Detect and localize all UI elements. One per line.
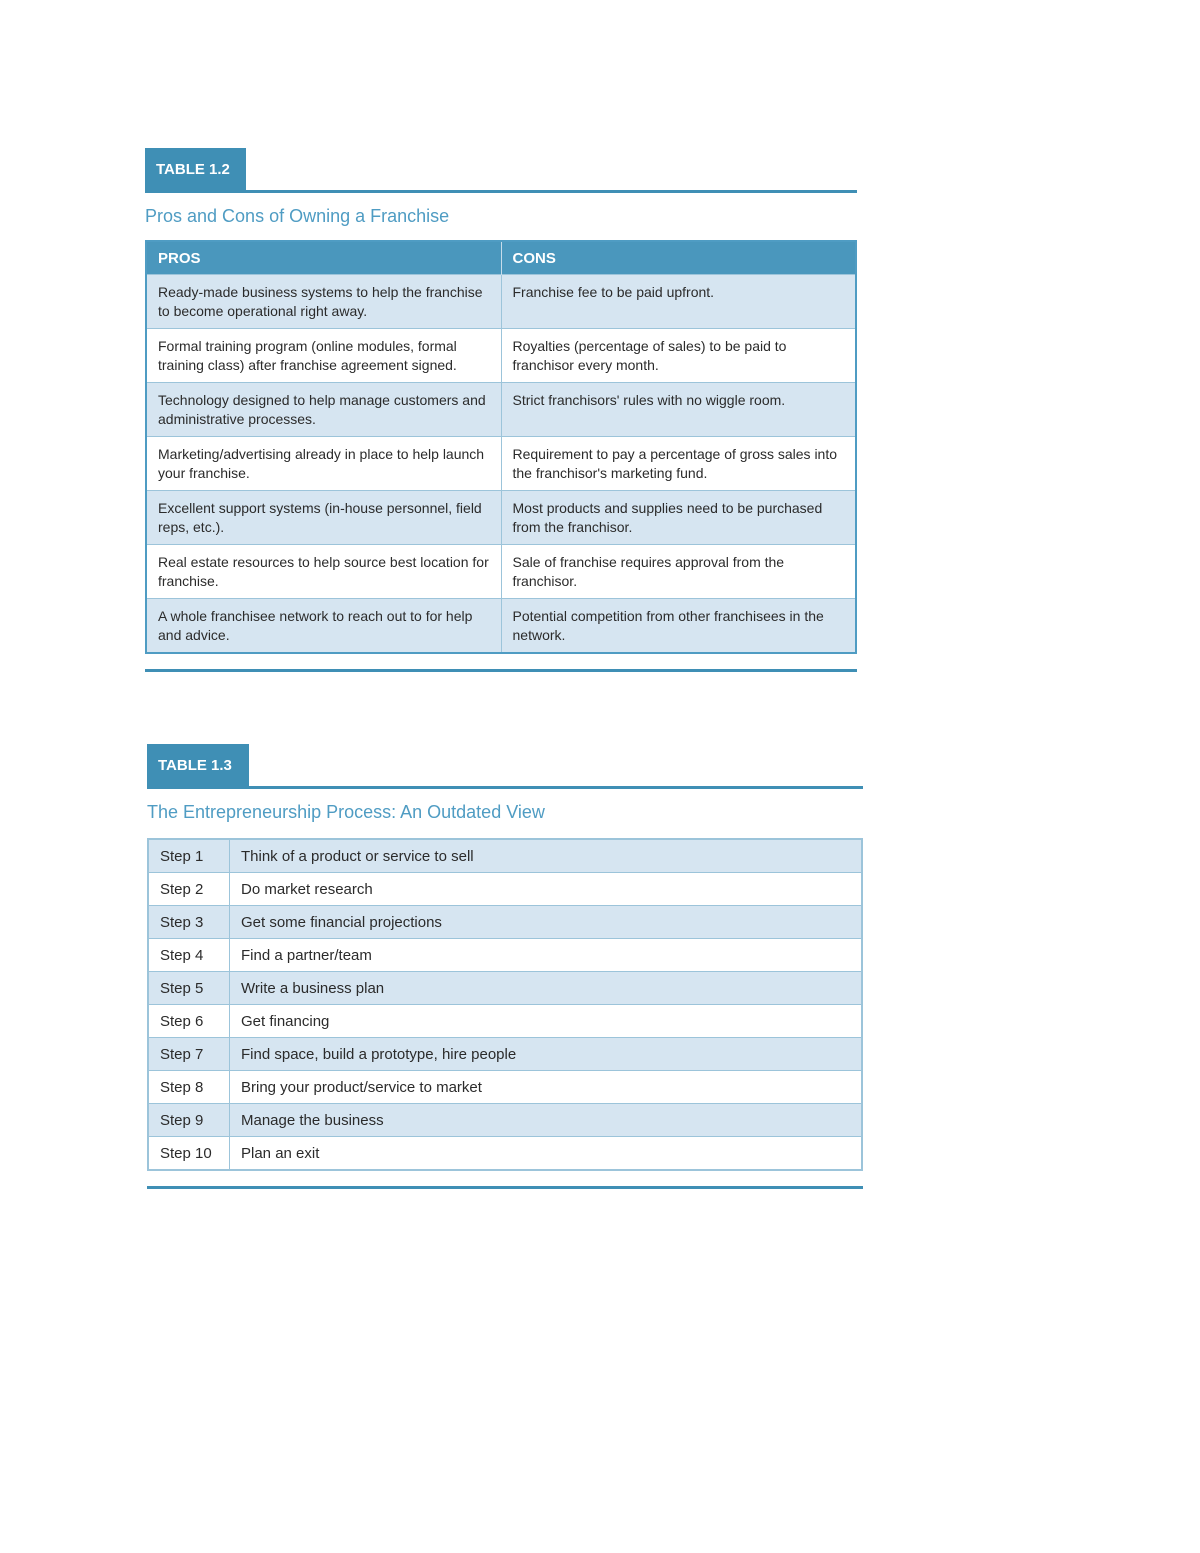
con-cell: Most products and supplies need to be purchased from the franchisor. bbox=[501, 491, 856, 545]
table-row bbox=[146, 545, 856, 599]
step-description: Think of a product or service to sell bbox=[230, 839, 863, 873]
table-row bbox=[148, 972, 862, 1005]
step-description: Write a business plan bbox=[230, 972, 863, 1005]
table-row bbox=[148, 873, 862, 906]
table-label: TABLE 1.2 bbox=[145, 148, 246, 190]
table-row bbox=[148, 1038, 862, 1071]
pro-cell: Excellent support systems (in-house personnel, field reps, etc.). bbox=[146, 491, 501, 545]
table-row bbox=[146, 491, 856, 545]
divider bbox=[145, 190, 857, 193]
pro-cell: Real estate resources to help source best location for franchise. bbox=[146, 545, 501, 599]
step-number: Step 8 bbox=[148, 1071, 230, 1104]
table-1-2 bbox=[145, 148, 857, 672]
step-number: Step 10 bbox=[148, 1137, 230, 1171]
table-row bbox=[146, 275, 856, 329]
pro-cell: A whole franchisee network to reach out to for help and advice. bbox=[146, 599, 501, 654]
step-number: Step 1 bbox=[148, 839, 230, 873]
steps-table bbox=[147, 838, 863, 1171]
table-row bbox=[146, 599, 856, 654]
table-row bbox=[146, 437, 856, 491]
table-row bbox=[148, 939, 862, 972]
con-cell: Royalties (percentage of sales) to be paid to franchisor every month. bbox=[501, 329, 856, 383]
table-header-row bbox=[146, 241, 856, 275]
column-header-pros: PROS bbox=[146, 241, 501, 275]
table-row bbox=[148, 1104, 862, 1137]
table-1-3 bbox=[147, 744, 863, 1189]
con-cell: Sale of franchise requires approval from the franchisor. bbox=[501, 545, 856, 599]
con-cell: Requirement to pay a percentage of gross sales into the franchisor's marketing fund. bbox=[501, 437, 856, 491]
step-number: Step 5 bbox=[148, 972, 230, 1005]
pro-cell: Marketing/advertising already in place to help launch your franchise. bbox=[146, 437, 501, 491]
step-number: Step 6 bbox=[148, 1005, 230, 1038]
table-row bbox=[148, 1071, 862, 1104]
step-number: Step 9 bbox=[148, 1104, 230, 1137]
divider bbox=[147, 786, 863, 789]
step-number: Step 2 bbox=[148, 873, 230, 906]
step-description: Bring your product/service to market bbox=[230, 1071, 863, 1104]
step-description: Do market research bbox=[230, 873, 863, 906]
pro-cell: Ready-made business systems to help the franchise to become operational right away. bbox=[146, 275, 501, 329]
step-number: Step 3 bbox=[148, 906, 230, 939]
step-description: Plan an exit bbox=[230, 1137, 863, 1171]
step-number: Step 7 bbox=[148, 1038, 230, 1071]
table-row bbox=[148, 839, 862, 873]
divider bbox=[145, 669, 857, 672]
table-title: Pros and Cons of Owning a Franchise bbox=[145, 206, 450, 226]
step-description: Manage the business bbox=[230, 1104, 863, 1137]
table-title: The Entrepreneurship Process: An Outdated View bbox=[147, 802, 545, 822]
step-description: Get some financial projections bbox=[230, 906, 863, 939]
step-description: Find a partner/team bbox=[230, 939, 863, 972]
pro-cell: Technology designed to help manage customers and administrative processes. bbox=[146, 383, 501, 437]
table-row bbox=[148, 1005, 862, 1038]
pro-cell: Formal training program (online modules, formal training class) after franchise agreement signed. bbox=[146, 329, 501, 383]
con-cell: Franchise fee to be paid upfront. bbox=[501, 275, 856, 329]
table-row bbox=[148, 906, 862, 939]
table-row bbox=[146, 329, 856, 383]
step-description: Get financing bbox=[230, 1005, 863, 1038]
step-description: Find space, build a prototype, hire people bbox=[230, 1038, 863, 1071]
step-number: Step 4 bbox=[148, 939, 230, 972]
pros-cons-table bbox=[145, 240, 857, 654]
table-row bbox=[146, 383, 856, 437]
con-cell: Potential competition from other franchisees in the network. bbox=[501, 599, 856, 654]
table-row bbox=[148, 1137, 862, 1171]
column-header-cons: CONS bbox=[501, 241, 856, 275]
con-cell: Strict franchisors' rules with no wiggle room. bbox=[501, 383, 856, 437]
divider bbox=[147, 1186, 863, 1189]
table-label: TABLE 1.3 bbox=[147, 744, 249, 786]
